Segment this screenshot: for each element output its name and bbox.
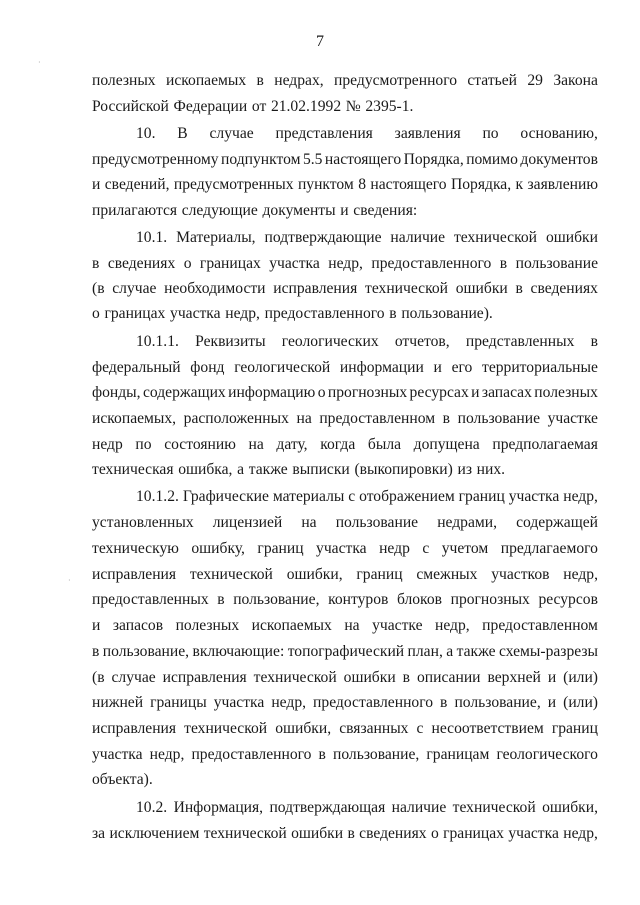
word: 10.2. — [136, 799, 168, 816]
text-line — [92, 95, 598, 119]
word: 10.1.1. — [136, 333, 179, 350]
word: геологических — [281, 333, 379, 350]
word: заявления — [394, 125, 461, 142]
text-line — [92, 768, 598, 792]
word: на — [301, 514, 317, 531]
word: технической — [184, 720, 268, 737]
word: выписки — [292, 461, 350, 478]
word: наличие — [390, 229, 446, 246]
word: а — [237, 461, 245, 478]
word: сведениях — [359, 825, 427, 842]
word: техническую — [92, 540, 179, 557]
word: недр, — [149, 746, 185, 763]
text-line — [136, 330, 598, 354]
word: фонд — [190, 359, 225, 376]
word: на — [344, 617, 360, 634]
word: настоящего — [370, 176, 447, 193]
word: ископаемых — [251, 617, 332, 634]
word: также — [456, 643, 496, 660]
word: технической — [189, 566, 273, 583]
word: лицензией — [212, 514, 283, 531]
word: границ — [257, 540, 304, 557]
word: ошибка, — [178, 461, 233, 478]
word: недр — [92, 436, 123, 453]
text-line — [92, 822, 598, 846]
word: границ — [458, 488, 505, 505]
word: прогнозных — [327, 384, 408, 401]
word: полезных — [92, 72, 156, 89]
text-line — [92, 277, 598, 301]
word: участка — [213, 694, 265, 711]
text-line — [92, 407, 598, 431]
word: недр, — [225, 305, 260, 322]
word: за — [92, 825, 106, 842]
word: (выкопировки) — [354, 461, 453, 478]
word: границах — [443, 825, 504, 842]
word: технической — [453, 229, 538, 246]
word: ошибки, — [275, 720, 332, 737]
word: необходимости — [164, 280, 266, 297]
word: предусмотренных — [173, 176, 294, 193]
text-line — [92, 433, 598, 457]
word: (или) — [563, 694, 598, 711]
word: прилагаются — [92, 202, 178, 219]
word: Информация, — [173, 799, 264, 816]
word: недр — [379, 540, 410, 557]
word: предоставленном — [319, 410, 436, 427]
word: пунктом — [297, 176, 354, 193]
word: Порядка, — [403, 151, 464, 168]
word: представления — [275, 125, 373, 142]
text-line — [92, 614, 598, 638]
word: предоставленного — [264, 305, 385, 322]
word: описании — [416, 669, 481, 686]
word: Российской — [92, 98, 169, 115]
word: дату, — [276, 436, 308, 453]
word: исправления — [92, 720, 177, 737]
word: установленных — [92, 514, 194, 531]
word: них. — [476, 461, 506, 478]
word: ошибку, — [191, 540, 245, 557]
text-line — [92, 199, 598, 223]
word: предлагаемого — [500, 540, 598, 557]
word: Федерации — [173, 98, 248, 115]
word: 10. — [136, 125, 156, 142]
word: ошибки — [545, 229, 598, 246]
text-line — [92, 588, 598, 612]
word: технической — [452, 799, 536, 816]
word: ресурсов — [538, 591, 598, 608]
word: материалы — [272, 488, 345, 505]
word: в — [318, 746, 326, 763]
word: Порядка, — [451, 176, 512, 193]
word: Графические — [182, 488, 269, 505]
word: 10.1.2. — [136, 488, 179, 505]
text-line — [136, 226, 598, 250]
word: недр, — [563, 488, 598, 505]
word: ошибки, — [542, 799, 598, 816]
word: (в — [92, 669, 105, 686]
word: участка — [508, 825, 559, 842]
word: объекта). — [92, 771, 153, 788]
word: подтверждающая — [269, 799, 386, 816]
word: по — [482, 125, 499, 142]
word: допущена — [413, 436, 480, 453]
word: содержащих — [142, 384, 226, 401]
word: (или) — [563, 669, 598, 686]
word: нижней — [92, 694, 144, 711]
word: и — [471, 384, 480, 401]
word: пользование, — [102, 643, 190, 660]
word: (в — [92, 280, 105, 297]
text-line — [92, 666, 598, 690]
word: Закона — [553, 72, 598, 89]
word: 5.5 — [302, 151, 323, 168]
word: полезных — [534, 384, 598, 401]
word: в — [217, 591, 225, 608]
word: в — [92, 643, 100, 660]
word: границам — [426, 746, 490, 763]
word: основанию, — [520, 125, 598, 142]
word: участка — [508, 488, 560, 505]
text-line — [92, 563, 598, 587]
word: в — [347, 825, 355, 842]
word: в — [515, 280, 523, 297]
word: исправления — [273, 280, 358, 297]
word: по — [135, 436, 152, 453]
word: а — [446, 643, 454, 660]
word: В — [177, 125, 188, 142]
word: с — [416, 720, 424, 737]
text-line — [92, 691, 598, 715]
text-line — [92, 148, 598, 172]
word: топографический — [287, 643, 405, 660]
word: информации — [339, 359, 424, 376]
word: связанных — [339, 720, 409, 737]
text-line — [92, 302, 598, 326]
word: с — [422, 540, 430, 557]
word: предоставленного — [191, 746, 312, 763]
word: полезных — [175, 617, 240, 634]
word: исключением — [109, 825, 200, 842]
word: предоставленного — [313, 694, 434, 711]
word: предоставленном — [482, 617, 598, 634]
scan-speck: · — [68, 576, 71, 585]
word: пользование, — [454, 694, 541, 711]
word: пользование, — [333, 746, 420, 763]
word: в — [590, 333, 598, 350]
word: границах — [199, 255, 261, 272]
text-line — [92, 511, 598, 535]
word: и — [547, 694, 557, 711]
word: пользование — [335, 514, 419, 531]
word: сведений, — [104, 176, 170, 193]
word: недрах, — [274, 72, 324, 89]
word: о — [430, 825, 439, 842]
word: исправления — [162, 669, 247, 686]
text-line — [92, 356, 598, 380]
text-line — [136, 122, 598, 146]
word: границ — [551, 720, 598, 737]
word: запасов — [112, 617, 164, 634]
word: настоящего — [324, 151, 402, 168]
text-line — [92, 458, 598, 482]
word: недрами, — [437, 514, 498, 531]
word: недр, — [328, 255, 363, 272]
word: ошибки — [455, 280, 508, 297]
word: прогнозных — [450, 591, 530, 608]
word: участков — [491, 566, 550, 583]
word: 8 — [358, 176, 366, 193]
word: пользование — [515, 255, 598, 272]
word: 21.02.1992 — [270, 98, 342, 115]
word: подтверждающие — [264, 229, 382, 246]
word: ископаемых, — [92, 410, 177, 427]
word: участке — [372, 617, 423, 634]
text-line — [92, 381, 598, 405]
word: предусмотренного — [334, 72, 458, 89]
word: пользование — [457, 410, 540, 427]
word: Реквизиты — [195, 333, 266, 350]
text-line — [136, 796, 598, 820]
word: состоянию — [164, 436, 236, 453]
word: Материалы, — [176, 229, 256, 246]
word: отчетов, — [394, 333, 450, 350]
word: документы — [262, 202, 336, 219]
word: участке — [547, 410, 598, 427]
text-line — [136, 485, 598, 509]
word: 2395-1. — [365, 98, 414, 115]
word: пользование). — [401, 305, 493, 322]
word: 10.1. — [136, 229, 168, 246]
word: в — [92, 255, 100, 272]
word: в — [440, 694, 448, 711]
word: геологического — [496, 746, 598, 763]
word: сведениях — [107, 255, 176, 272]
word: территориальные — [482, 359, 598, 376]
text-line — [92, 69, 598, 93]
word: ошибки — [291, 825, 344, 842]
word: случае — [112, 280, 157, 297]
word: границах — [104, 305, 166, 322]
word: федеральный — [92, 359, 181, 376]
word: подпунктом — [221, 151, 301, 168]
word: содержащей — [516, 514, 598, 531]
word: фонды, — [92, 384, 141, 401]
word: участка — [269, 255, 320, 272]
word: план, — [407, 643, 443, 660]
word: учетом — [441, 540, 489, 557]
word: заявлению — [527, 176, 598, 193]
word: случае — [209, 125, 254, 142]
word: блоков — [396, 591, 443, 608]
word: контуров — [328, 591, 389, 608]
text-line — [92, 717, 598, 741]
text-line — [92, 252, 598, 276]
word: ошибки, — [286, 566, 343, 583]
word: о — [92, 305, 100, 322]
word: границы — [150, 694, 207, 711]
word: ошибки — [343, 669, 396, 686]
word: помимо — [466, 151, 518, 168]
word: на — [248, 436, 264, 453]
word: технической — [203, 825, 287, 842]
text-line — [92, 537, 598, 561]
word: в — [389, 305, 397, 322]
word: несоответствием — [431, 720, 544, 737]
word: статьей — [467, 72, 518, 89]
word: участка — [170, 305, 221, 322]
word: пользование, — [233, 591, 320, 608]
word: в — [256, 72, 264, 89]
word: также — [248, 461, 288, 478]
word: расположенных — [183, 410, 289, 427]
word: отображением — [359, 488, 455, 505]
text-line — [92, 640, 598, 664]
page-number: 7 — [316, 33, 324, 50]
word: недр, — [563, 825, 598, 842]
word: исправления — [92, 566, 177, 583]
word: о — [317, 384, 326, 401]
word: с — [348, 488, 356, 505]
word: геологической — [234, 359, 331, 376]
word: технической — [253, 669, 337, 686]
word: и — [433, 359, 442, 376]
word: верхней — [487, 669, 541, 686]
word: наличие — [391, 799, 447, 816]
word: запасах — [481, 384, 532, 401]
word: участка — [92, 746, 143, 763]
word: недр, — [434, 617, 470, 634]
word: и — [547, 669, 557, 686]
word: сведения: — [353, 202, 418, 219]
text-line — [92, 173, 598, 197]
word: сведениях — [530, 280, 598, 297]
word: предоставленного — [371, 255, 492, 272]
word: в — [402, 669, 410, 686]
word: к — [515, 176, 524, 193]
word: 29 — [527, 72, 543, 89]
word: техническая — [92, 461, 174, 478]
word: предусмотренному — [92, 151, 219, 168]
word: и — [92, 176, 101, 193]
word: из — [457, 461, 472, 478]
word: предоставленных — [92, 591, 209, 608]
word: в — [499, 255, 508, 272]
word: и — [340, 202, 349, 219]
word: о — [183, 255, 192, 272]
word: от — [251, 98, 267, 115]
word: была — [367, 436, 402, 453]
word: предполагаемая — [492, 436, 598, 453]
word: участка — [316, 540, 367, 557]
text-line — [92, 743, 598, 767]
word: когда — [320, 436, 356, 453]
word: смежных — [416, 566, 478, 583]
word: случае — [111, 669, 156, 686]
word: технической — [365, 280, 449, 297]
word: на — [296, 410, 312, 427]
word: представленных — [465, 333, 575, 350]
word: недр, — [271, 694, 307, 711]
word: и — [92, 617, 101, 634]
word: документов — [520, 151, 598, 168]
word: следующие — [181, 202, 258, 219]
word: недр, — [563, 566, 598, 583]
word: ресурсах — [409, 384, 469, 401]
word: информацию — [228, 384, 316, 401]
word: в — [442, 410, 451, 427]
word: включающие: — [192, 643, 285, 660]
word: его — [451, 359, 473, 376]
scan-speck: · — [38, 58, 41, 67]
word: схемы-разрезы — [498, 643, 598, 660]
word: № — [345, 98, 361, 115]
word: границ — [356, 566, 403, 583]
word: ископаемых — [165, 72, 247, 89]
